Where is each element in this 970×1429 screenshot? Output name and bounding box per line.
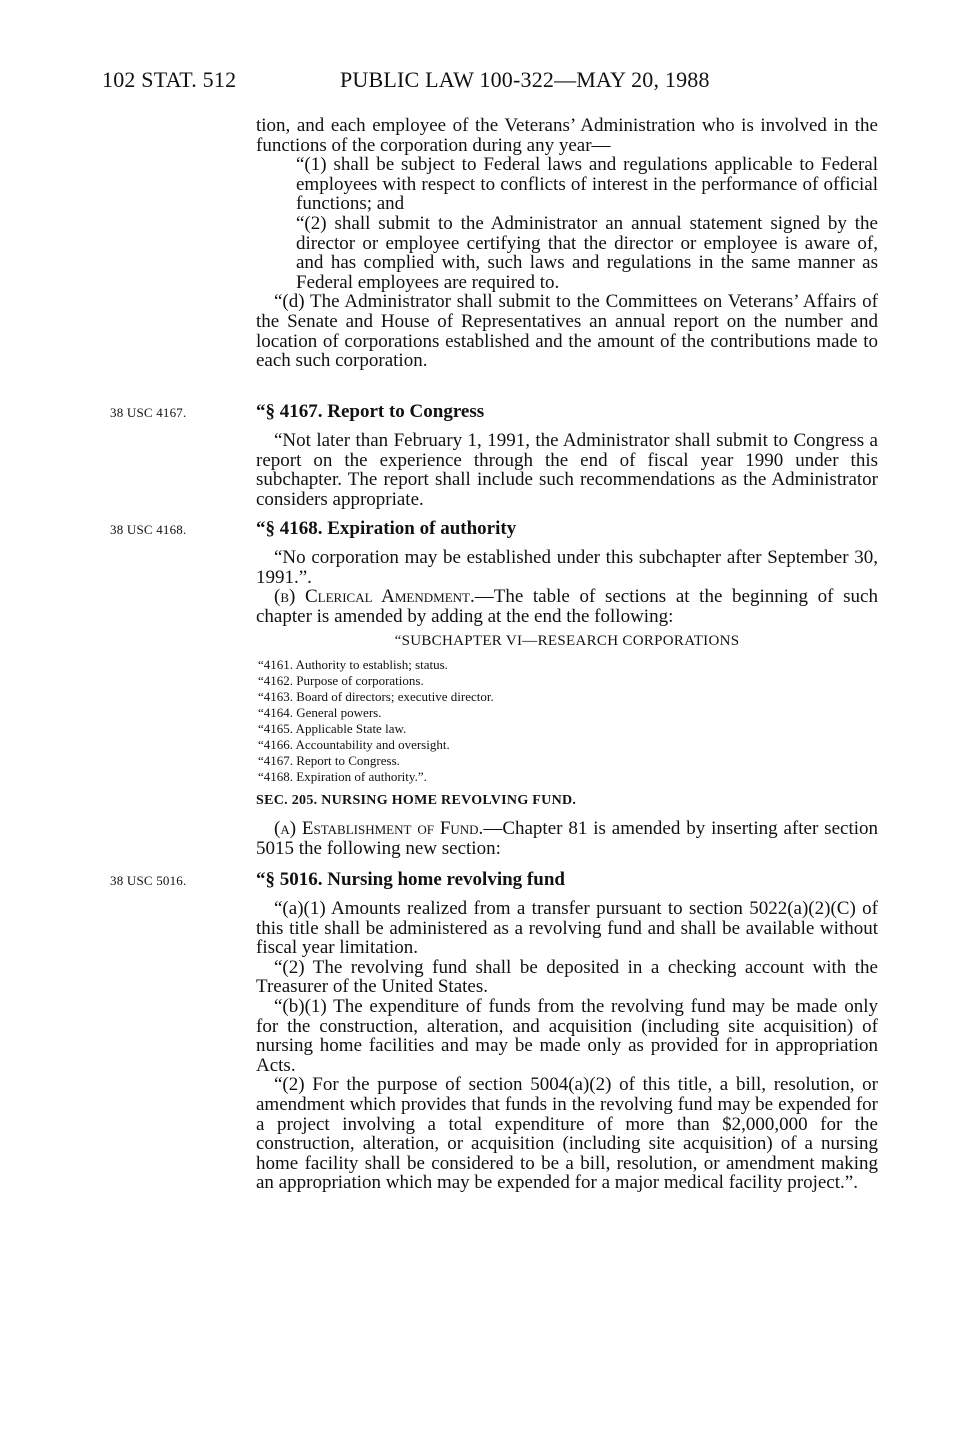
section-5016-b1: “(b)(1) The expenditure of funds from the revolving fund may be made only for the construction, alteration, and acquisition (including site acquisition) of nursing home facilities and may be made only as provided for in appropriation Acts. [256, 995, 878, 1076]
clerical-amendment [256, 587, 878, 626]
section-5016-heading: “§ 5016. Nursing home revolving fund [256, 869, 565, 890]
subchapter-title: “SUBCHAPTER VI—RESEARCH CORPORATIONS [394, 633, 740, 649]
section-205-heading: SEC. 205. NURSING HOME REVOLVING FUND. [256, 793, 577, 808]
clerical-amendment-text: —The table of sections at the beginning of such chapter is amended by adding at the end the following: [256, 586, 878, 627]
section-5016-a2: “(2) The revolving fund shall be deposited in a checking account with the Treasurer of the United States. [256, 956, 878, 998]
toc-item: “4167. Report to Congress. [258, 753, 400, 768]
toc-item: “4168. Expiration of authority.”. [258, 769, 427, 784]
table-of-sections [256, 633, 878, 650]
establishment-of-fund [256, 819, 878, 858]
paragraph-item-1: “(1) shall be subject to Federal laws and regulations applicable to Federal employees with respect to conflicts of interest in the performance of official functions; and [296, 154, 878, 215]
section-4167-text: “Not later than February 1, 1991, the Administrator shall submit to Congress a report on the experience through the end of fiscal year 1990 under this subchapter. The report shall include such recommendations as the Administrator considers appropriate. [256, 430, 878, 510]
paragraph-subsection-d: “(d) The Administrator shall submit to the Committees on Veterans’ Affairs of the Senate and House of Representatives an annual report on the number and location of corporations established and the amount of the contributions made to each such corporation. [256, 291, 878, 372]
paragraph-continuation: tion, and each employee of the Veterans’ Administration who is involved in the functions of the corporation during any year— [256, 115, 878, 156]
paragraph-item-2: “(2) shall submit to the Administrator an annual statement signed by the director or employee certifying that the director or employee is aware of, and has complied with, such laws and regulations in the same manner as Federal employees are required to. [296, 212, 878, 293]
section-205 [256, 793, 878, 858]
section-5016 [256, 869, 878, 1193]
margin-note-4167: 38 USC 4167. [110, 405, 187, 420]
toc-item: “4162. Purpose of corporations. [258, 673, 424, 688]
continued-section [256, 116, 878, 371]
section-5016-a1: “(a)(1) Amounts realized from a transfer pursuant to section 5022(a)(2)(C) of this title shall be administered as a revolving fund and shall be available without fiscal year limitation. [256, 898, 878, 959]
section-4167-heading: “§ 4167. Report to Congress [256, 401, 485, 422]
section-5016-b2: “(2) For the purpose of section 5004(a)(2) of this title, a bill, resolution, or amendment which provides that funds in the revolving fund may be expended for a project involving a total expenditure of more than $2,000,000 for the construction, alteration, or acquisition (including site acquisition) of a nursing home facility shall be considered to be a bill, resolution, or amendment making an appropriation which may be expended for a major medical facility project.”. [256, 1074, 878, 1194]
establishment-text: —Chapter 81 is amended by inserting after section 5015 the following new section: [256, 818, 878, 859]
toc-item: “4165. Applicable State law. [258, 721, 407, 736]
running-header: PUBLIC LAW 100-322—MAY 20, 1988 [340, 67, 710, 92]
toc-item: “4166. Accountability and oversight. [258, 737, 450, 752]
section-4168-heading: “§ 4168. Expiration of authority [256, 518, 517, 539]
toc-list [258, 657, 494, 785]
establishment-label: (a) Establishment of Fund. [274, 818, 484, 839]
section-4168 [256, 518, 878, 626]
toc-item: “4164. General powers. [258, 705, 382, 720]
clerical-amendment-label: (b) Clerical Amendment. [274, 586, 475, 608]
toc-item: “4163. Board of directors; executive director. [258, 689, 494, 704]
margin-note-4168: 38 USC 4168. [110, 522, 187, 537]
section-4167 [256, 401, 878, 509]
section-4168-text: “No corporation may be established under this subchapter after September 30, 1991.”. [256, 547, 878, 588]
margin-note-5016: 38 USC 5016. [110, 873, 187, 888]
toc-item: “4161. Authority to establish; status. [258, 657, 448, 672]
stat-citation: 102 STAT. 512 [102, 67, 237, 92]
